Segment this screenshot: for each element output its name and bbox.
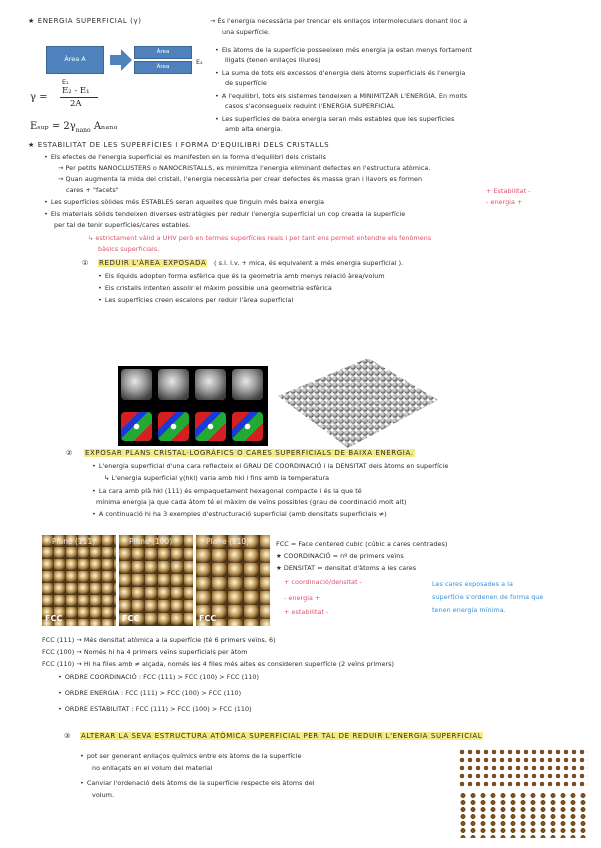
e2-label: E₂ xyxy=(196,58,203,66)
e1-label: E₁ xyxy=(62,78,69,86)
energy-point-cont: lligats (tenen enllaços lliures) xyxy=(225,56,321,64)
plane-label: Plane (110) xyxy=(206,537,250,546)
area-box xyxy=(46,46,104,74)
plane-111-image xyxy=(42,535,116,626)
energy-point: • La suma de tots els excessos d'energia dels àtoms superficials és l'energia xyxy=(215,69,465,77)
blue-note: superfície s'ordenen de forma que xyxy=(432,593,544,601)
split-label-bottom: Àrea xyxy=(156,64,170,70)
nanocrystal-cube xyxy=(232,369,263,400)
item2-line: • L'energia superficial d'una cara reflecteix el GRAU DE COORDINACIÓ i la DENSITAT dels àtoms en superfície xyxy=(92,462,448,470)
item1-line: • Els líquids adopten forma esfèrica que és la geometria amb menys relació àrea/volum xyxy=(98,272,385,280)
crystal-model xyxy=(232,412,263,441)
stepped-surface-image xyxy=(272,352,442,452)
blue-note: Les cares exposades a la xyxy=(432,580,513,588)
fcc-100-line: FCC (100) → Només hi ha 4 primers veïns superficials per àtom xyxy=(42,648,248,656)
gamma-denominator: 2A xyxy=(70,99,82,109)
item3-line: volum. xyxy=(92,791,115,799)
nanocrystal-cube xyxy=(158,369,189,400)
order-stability: • ORDRE ESTABILITAT : FCC (111) > FCC (100) > FCC (110) xyxy=(58,705,252,713)
item2-title: EXPOSAR PLANS CRISTAL·LOGRÀFICS O CARES SUPERFICIALS DE BAIXA ENERGIA. xyxy=(85,449,414,457)
stepped-surface-body xyxy=(278,358,438,448)
esup-rest: Aₙₐₙₒ xyxy=(90,121,118,132)
legend-coordination-text: COORDINACIÓ = nº de primers veïns xyxy=(283,552,404,560)
section-title-stability: ★ ESTABILITAT DE LES SUPERFÍCIES I FORMA D'EQUILIBRI DELS CRISTALLS xyxy=(28,141,330,149)
item2-line: ↳ L'energia superficial γ(hkl) varia amb hkl i fins amb la temperatura xyxy=(104,474,330,482)
stability-line: • Els materials sòlids tendeixen diverses estratègies per reduir l'energia superficial un cop creada la superfície xyxy=(44,210,405,218)
energy-point: • Els àtoms de la superfície posseeixen més energia ja estan menys fortament xyxy=(215,46,472,54)
legend-coordination: ★ COORDINACIÓ = nº de primers veïns xyxy=(276,552,404,560)
bulk-lattice-image xyxy=(458,792,588,838)
blue-note: tenen energia mínima. xyxy=(432,606,506,614)
item2-line: • La cara amb plà hkl (111) és empaquetament hexagonal compacte i és la que té xyxy=(92,487,362,495)
plane-label: Plane (100) xyxy=(129,537,173,546)
split-box-top xyxy=(134,46,192,59)
stability-line: • Les superfícies sòlides més ESTABLES seran aquelles que tinguin més baixa energia xyxy=(44,198,324,206)
section-title-energy: ★ ENERGIA SUPERFICIAL (γ) xyxy=(28,17,142,25)
nanocrystal-cube xyxy=(121,369,152,400)
energy-definition-cont: una superfície. xyxy=(222,28,271,36)
legend-fcc: FCC = Face centered cubic (cúbic a cares centrades) xyxy=(276,540,448,548)
item3-line: no enllaçats en el volum del material xyxy=(92,764,213,772)
stability-note-cont: bàsics superficials. xyxy=(98,245,160,253)
item1-line: • Les superfícies creen escalons per reduir l'àrea superficial xyxy=(98,296,293,304)
legend-density-text: DENSITAT = densitat d'àtoms a les cares xyxy=(283,564,417,572)
esup-formula xyxy=(30,121,117,134)
esup-sub: nano xyxy=(75,127,91,134)
esup-main: Eₛᵤₚ = 2γ xyxy=(30,121,76,132)
stability-line: → Quan augmenta la mida del cristall, l'energia necessària per crear defectes és massa gran i llavors es formen xyxy=(58,175,423,183)
plane-110-image xyxy=(196,535,270,626)
energy-point: • A l'equilibri, tots els sistemes tendeixen a MINIMITZAR L'ENERGIA. En molts xyxy=(215,92,467,100)
fcc-label: FCC xyxy=(45,614,63,623)
stability-line: • Els efectes de l'energia superficial es manifesten en la forma d'equilibri dels cristalls xyxy=(44,153,326,161)
split-box-bottom xyxy=(134,61,192,74)
fcc-label: FCC xyxy=(199,614,217,623)
energy-definition: → És l'energia necessària per trencar els enllaços intermoleculars donant lloc a xyxy=(210,17,468,25)
compare-stability: + estabilitat - xyxy=(284,608,329,616)
area-label: Àrea A xyxy=(64,55,86,63)
plane-100-image xyxy=(119,535,193,626)
surface-lattice-image xyxy=(458,748,588,788)
stability-line: → Per petits NANOCLUSTERS o NANOCRISTALLS, es minimitza l'energia eliminant defectes en l'estructura atòmica. xyxy=(58,164,431,172)
crystal-model xyxy=(158,412,189,441)
fraction-bar xyxy=(60,97,98,98)
stability-line: cares + "facets" xyxy=(66,186,119,194)
nanocrystal-cube xyxy=(195,369,226,400)
fcc-111-line: FCC (111) → Més densitat atòmica a la superfície (té 6 primers veïns, 6) xyxy=(42,636,276,644)
order-energy: • ORDRE ENERGIA : FCC (111) > FCC (100) > FCC (110) xyxy=(58,689,241,697)
item3-number: ③ xyxy=(64,732,71,740)
stability-note: ↳ estrictament vàlid a UHV però en termes superfícies reals i per tant ens permet entendre els fenòmens xyxy=(88,234,432,242)
item3-line: • pot ser generant enllaços químics entre els àtoms de la superfície xyxy=(80,752,302,760)
plane-label: Plane (111) xyxy=(52,537,96,546)
side-note-energy: - energia + xyxy=(486,198,523,206)
compare-coordination: + coordinació/densitat - xyxy=(284,578,362,586)
crystal-model xyxy=(121,412,152,441)
side-note-stability: + Estabilitat - xyxy=(486,187,531,195)
crystal-model xyxy=(195,412,226,441)
item1-title: REDUIR L'ÀREA EXPOSADA xyxy=(99,259,207,267)
energy-point-cont: casos s'aconsegueix reduint l'ENERGIA SUPERFICIAL xyxy=(225,102,395,110)
gamma-numerator: E₂ - E₁ xyxy=(62,86,90,96)
right-arrow-icon xyxy=(110,49,132,71)
item1-number: ① xyxy=(82,259,89,267)
energy-point: • Les superfícies de baixa energia seran més estables que les superfícies xyxy=(215,115,454,123)
item1-line: • Els cristalls intenten assolir el màxim possible una geometria esfèrica xyxy=(98,284,332,292)
item3-line: • Canviar l'ordenació dels àtoms de la superfície respecte els àtoms del xyxy=(80,779,315,787)
item3-title: ALTERAR LA SEVA ESTRUCTURA ATÒMICA SUPERFICIAL PER TAL DE REDUIR L'ENERGIA SUPERFICIAL xyxy=(81,732,483,740)
stability-line: per tal de tenir superfícies/cares estables. xyxy=(54,221,191,229)
legend-density: ★ DENSITAT = densitat d'àtoms a les cares xyxy=(276,564,417,572)
energy-point-cont: amb alta energia. xyxy=(225,125,283,133)
item1-title-rest: ( s.l. l.v. + mica, és equivalent a més energia superficial ). xyxy=(214,259,404,267)
order-coordination: • ORDRE COORDINACIÓ : FCC (111) > FCC (100) > FCC (110) xyxy=(58,673,259,681)
compare-energy: - energia + xyxy=(284,594,321,602)
fcc-110-line: FCC (110) → Hi ha files amb ≠ alçada, només les 4 files més altes es consideren superfície (2 veïns primers) xyxy=(42,660,395,668)
item2-line: mínima energia ja que cada àtom té el màxim de veïns possibles (grau de coordinació molt alt) xyxy=(96,498,407,506)
item2-number: ② xyxy=(66,449,73,457)
split-label-top: Àrea xyxy=(156,49,170,55)
fcc-label: FCC xyxy=(122,614,140,623)
item2-line: • A continuació hi ha 3 exemples d'estructuració superficial (amb densitats superficials ≠) xyxy=(92,510,387,518)
nanocrystal-image xyxy=(118,366,268,446)
energy-point-cont: de superfície xyxy=(225,79,267,87)
gamma-lhs: γ = xyxy=(30,92,48,103)
